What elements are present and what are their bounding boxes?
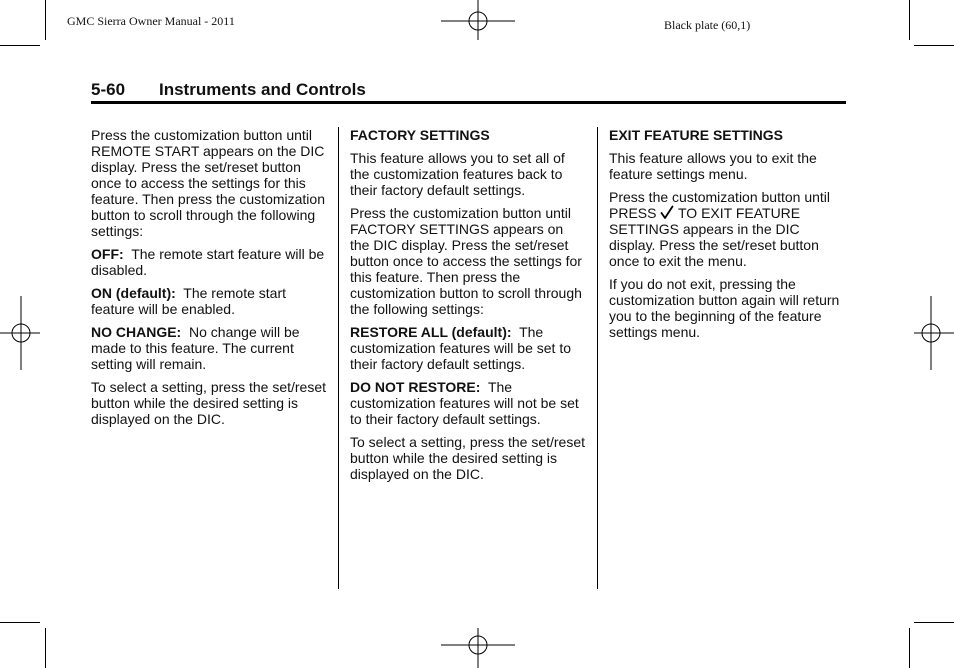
exit-settings-p2: Press the customization button until PRESS TO EXIT FEATURE SETTINGS appears in the DIC display. Press the set/reset button once to exit the menu.: [609, 189, 831, 269]
column-divider-2: [597, 127, 598, 589]
option-label: ON (default):: [91, 285, 176, 301]
column-exit-feature-settings: [609, 127, 845, 347]
page-number: 5-60: [91, 80, 126, 99]
option-text: The customization features will not be set to their factory default settings.: [350, 379, 579, 427]
column-factory-settings: [350, 127, 586, 489]
option-text: The customization features will be set to their factory default settings.: [350, 324, 571, 372]
option-no-change: [91, 324, 327, 372]
remote-start-intro: Press the customization button until REMOTE START appears on the DIC display. Press the set/reset button once to access the settings for this feature. Then press the customization button to scroll through the following settings:: [91, 127, 325, 239]
option-restore-all: [350, 324, 586, 372]
option-label: RESTORE ALL (default):: [350, 324, 512, 340]
factory-settings-heading: FACTORY SETTINGS: [350, 127, 490, 143]
exit-settings-heading: EXIT FEATURE SETTINGS: [609, 127, 783, 143]
option-off: [91, 246, 327, 278]
factory-settings-p2: Press the customization button until FACTORY SETTINGS appears on the DIC display. Press the set/reset button once to access the settings for this feature. Then press the customization button to scroll through the following settings:: [350, 205, 582, 317]
registration-mark-left: [0, 296, 40, 370]
option-label: OFF:: [91, 246, 124, 262]
option-text: The remote start feature will be disabled.: [91, 246, 325, 278]
option-text: No change will be made to this feature. The current setting will remain.: [91, 324, 300, 372]
registration-mark-bottom: [441, 628, 515, 668]
option-label: DO NOT RESTORE:: [350, 379, 481, 395]
section-title: Instruments and Controls: [159, 80, 366, 99]
registration-mark-top: [441, 0, 515, 40]
column-remote-start: [91, 127, 327, 434]
registration-mark-right: [914, 296, 954, 370]
option-label: NO CHANGE:: [91, 324, 182, 340]
manual-title: GMC Sierra Owner Manual - 2011: [67, 14, 235, 28]
header-rule: [91, 101, 846, 104]
column-divider-1: [338, 127, 339, 589]
section-header: [91, 80, 366, 100]
exit-settings-p1: This feature allows you to exit the feature settings menu.: [609, 150, 817, 182]
plate-label: Black plate (60,1): [664, 18, 751, 32]
option-text: The remote start feature will be enabled.: [91, 285, 286, 317]
option-do-not-restore: [350, 379, 586, 427]
option-on: [91, 285, 327, 317]
factory-settings-p1: This feature allows you to set all of the customization features back to their factory default settings.: [350, 150, 565, 198]
factory-settings-outro: To select a setting, press the set/reset button while the desired setting is displayed on the DIC.: [350, 434, 586, 482]
remote-start-outro: To select a setting, press the set/reset button while the desired setting is displayed on the DIC.: [91, 379, 327, 427]
checkmark-icon: [660, 205, 674, 220]
exit-settings-p3: If you do not exit, pressing the customization button again will return you to the beginning of the feature settings menu.: [609, 276, 840, 340]
